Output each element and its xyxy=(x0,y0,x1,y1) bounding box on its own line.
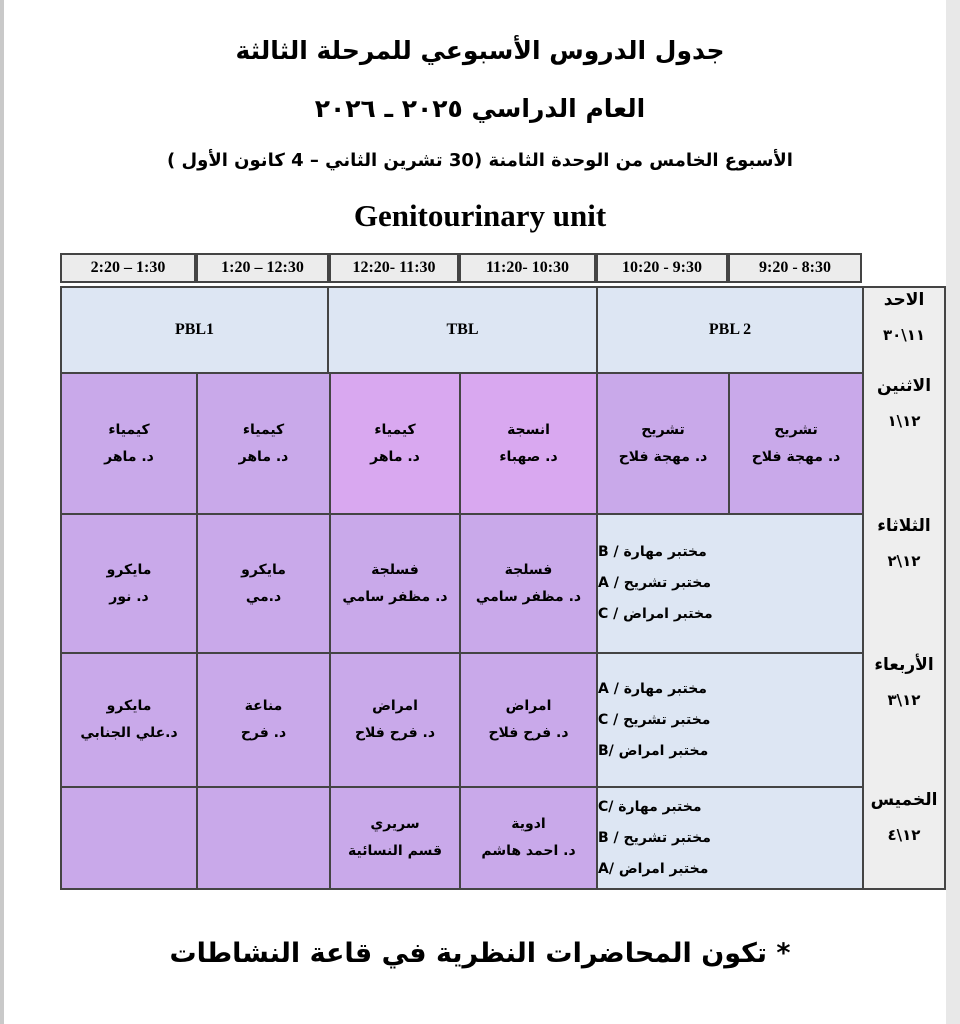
cell-thursday-3 xyxy=(329,786,461,890)
lab-line: مختبر امراض /A xyxy=(598,860,709,877)
subject: كيمياء xyxy=(242,421,285,438)
subject: فسلجة xyxy=(504,561,553,578)
day-name: الثلاثاء xyxy=(877,516,931,536)
time-header-5: 10:20 - 9:30 xyxy=(596,253,728,283)
day-name: الاحد xyxy=(883,290,925,310)
day-wednesday xyxy=(862,655,946,709)
teacher: د. فرح فلاح xyxy=(354,725,436,741)
day-tuesday xyxy=(862,516,946,570)
cell-wednesday-labs xyxy=(596,652,864,788)
cell-sunday-pbl2 xyxy=(596,286,864,374)
teacher: قسم النسائية xyxy=(348,843,443,859)
teacher: د. مهجة فلاح xyxy=(751,448,841,465)
session-label: TBL xyxy=(446,321,479,338)
lab-line: مختبر مهارة / A xyxy=(598,680,707,697)
subject: تشريح xyxy=(774,421,818,438)
cell-wednesday-3 xyxy=(329,652,461,788)
cell-thursday-2-empty xyxy=(196,786,331,890)
cell-wednesday-1 xyxy=(60,652,198,788)
lab-line: مختبر امراض /B xyxy=(598,742,709,759)
teacher: د. ماهر xyxy=(238,448,289,465)
cell-monday-1 xyxy=(60,372,198,515)
subject: امراض xyxy=(505,698,552,714)
lab-line: مختبر مهارة / B xyxy=(598,544,707,560)
cell-monday-5 xyxy=(596,372,730,515)
teacher: د. نور xyxy=(109,588,149,605)
cell-tuesday-labs xyxy=(596,513,864,654)
teacher: د. احمد هاشم xyxy=(481,843,576,859)
teacher: د. صهباء xyxy=(499,448,558,465)
teacher: د. مظفر سامي xyxy=(475,588,582,605)
teacher: د. ماهر xyxy=(370,448,420,465)
time-header-1: 2:20 – 1:30 xyxy=(60,253,196,283)
day-name: الخميس xyxy=(870,790,938,810)
cell-monday-6 xyxy=(728,372,864,515)
subject: مايكرو xyxy=(106,561,152,578)
day-sunday xyxy=(862,290,946,344)
day-date: ١٢\٢ xyxy=(887,552,921,570)
day-thursday xyxy=(862,790,946,844)
session-label: PBL 2 xyxy=(708,321,752,338)
day-monday xyxy=(862,376,946,430)
day-date: ١٢\٤ xyxy=(887,826,921,844)
teacher: د. ماهر xyxy=(104,448,154,465)
subject: مايكرو xyxy=(241,561,286,578)
teacher: د. فرح xyxy=(240,725,287,741)
cell-tuesday-3 xyxy=(329,513,461,654)
lab-line: مختبر تشريح / B xyxy=(598,829,711,846)
subject: انسجة xyxy=(507,421,550,438)
session-label: PBL1 xyxy=(174,321,215,338)
teacher: د. فرح فلاح xyxy=(488,725,569,741)
day-name: الاثنين xyxy=(876,376,932,396)
cell-thursday-1-empty xyxy=(60,786,198,890)
day-date: ١٢\٣ xyxy=(887,691,921,709)
subject: امراض xyxy=(372,698,418,714)
subject: كيمياء xyxy=(108,421,150,438)
cell-monday-3 xyxy=(329,372,461,515)
footer-note: * تكون المحاضرات النظرية في قاعة النشاطات xyxy=(169,938,791,969)
cell-monday-2 xyxy=(196,372,331,515)
teacher: د.مي xyxy=(245,588,282,605)
cell-tuesday-1 xyxy=(60,513,198,654)
subject: فسلجة xyxy=(371,561,419,578)
cell-wednesday-2 xyxy=(196,652,331,788)
time-header-2: 1:20 – 12:30 xyxy=(196,253,329,283)
subject: ادوية xyxy=(511,816,546,832)
day-date: ١٢\١ xyxy=(887,412,921,430)
cell-tuesday-4 xyxy=(459,513,598,654)
title-line-1: جدول الدروس الأسبوعي للمرحلة الثالثة xyxy=(235,36,725,65)
time-header-3: 12:20- 11:30 xyxy=(329,253,459,283)
cell-sunday-pbl1 xyxy=(60,286,329,374)
cell-wednesday-4 xyxy=(459,652,598,788)
time-header-6: 9:20 - 8:30 xyxy=(728,253,862,283)
cell-thursday-4 xyxy=(459,786,598,890)
teacher: د.علي الجنابي xyxy=(80,725,178,741)
title-academic-year: العام الدراسي ٢٠٢٥ ـ ٢٠٢٦ xyxy=(314,94,646,123)
lab-line: مختبر مهارة /C xyxy=(598,798,702,815)
time-header-4: 11:20- 10:30 xyxy=(459,253,596,283)
day-date: ١١\٣٠ xyxy=(882,326,926,344)
cell-monday-4 xyxy=(459,372,598,515)
title-week-info: الأسبوع الخامس من الوحدة الثامنة (30 تشرين الثاني – 4 كانون الأول ) xyxy=(167,150,793,171)
subject: كيمياء xyxy=(374,421,416,438)
day-name: الأربعاء xyxy=(874,655,934,675)
lab-line: مختبر تشريح / A xyxy=(598,575,712,591)
unit-title: Genitourinary unit xyxy=(353,198,607,233)
subject: تشريح xyxy=(641,421,685,438)
teacher: د. مظفر سامي xyxy=(342,588,448,605)
cell-tuesday-2 xyxy=(196,513,331,654)
cell-sunday-tbl xyxy=(327,286,598,374)
lab-line: مختبر تشريح / C xyxy=(598,711,711,728)
subject: مايكرو xyxy=(106,698,152,714)
subject: سريري xyxy=(370,816,420,832)
lab-line: مختبر امراض / C xyxy=(598,606,713,622)
teacher: د. مهجة فلاح xyxy=(618,448,708,465)
cell-thursday-labs xyxy=(596,786,864,890)
subject: مناعة xyxy=(244,698,283,714)
